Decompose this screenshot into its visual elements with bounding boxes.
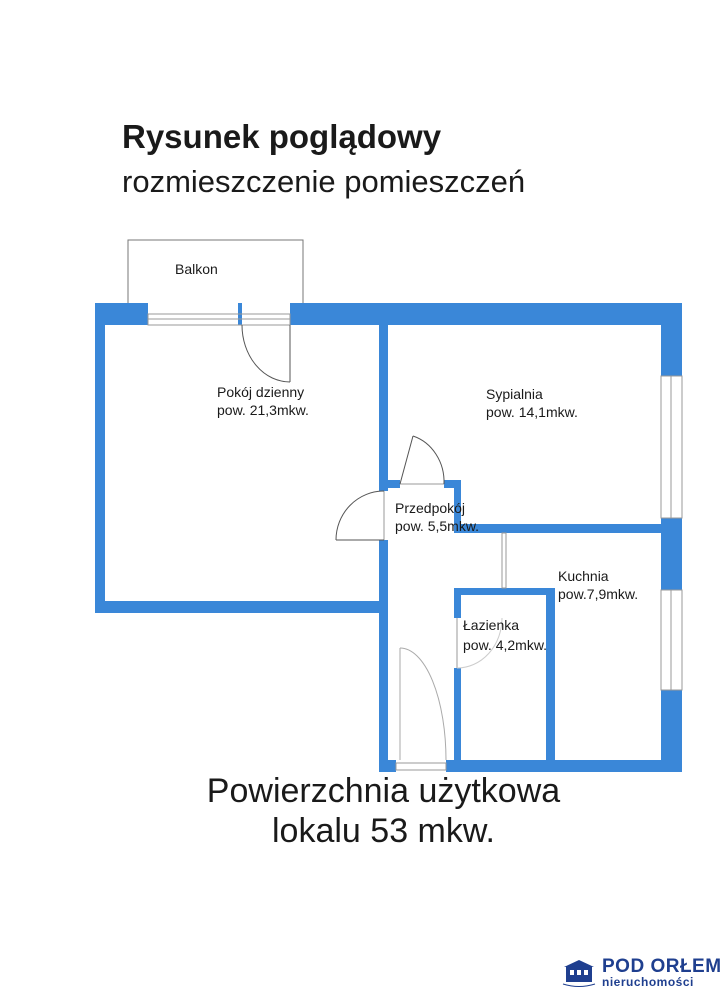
walls (95, 303, 682, 772)
room-name-balkon: Balkon (175, 261, 218, 277)
logo-name: POD ORŁEM (602, 956, 722, 977)
usable-area-line1: Powierzchnia użytkowa (206, 772, 561, 810)
windows-doors (148, 314, 682, 770)
balcony-outline (128, 240, 303, 314)
building-icon (562, 958, 596, 988)
room-area-bedroom: pow. 14,1mkw. (486, 404, 578, 420)
room-area-hall: pow. 5,5mkw. (395, 518, 480, 534)
room-name-hall: Przedpokój (395, 500, 466, 516)
page-title: Rysunek poglądowy (122, 118, 442, 155)
usable-area-line2: lokalu 53 mkw. (272, 812, 495, 850)
room-name-living: Pokój dzienny (217, 384, 305, 400)
room-area-kitchen: pow.7,9mkw. (558, 586, 639, 602)
room-area-bathroom: pow. 4,2mkw. (463, 637, 548, 653)
room-name-bedroom: Sypialnia (486, 386, 543, 402)
room-area-living: pow. 21,3mkw. (217, 402, 309, 418)
company-logo (562, 958, 722, 988)
page-subtitle: rozmieszczenie pomieszczeń (122, 164, 526, 199)
room-name-bathroom: Łazienka (463, 617, 520, 633)
room-name-kitchen: Kuchnia (558, 568, 609, 584)
logo-subtitle: nieruchomości (602, 975, 694, 989)
